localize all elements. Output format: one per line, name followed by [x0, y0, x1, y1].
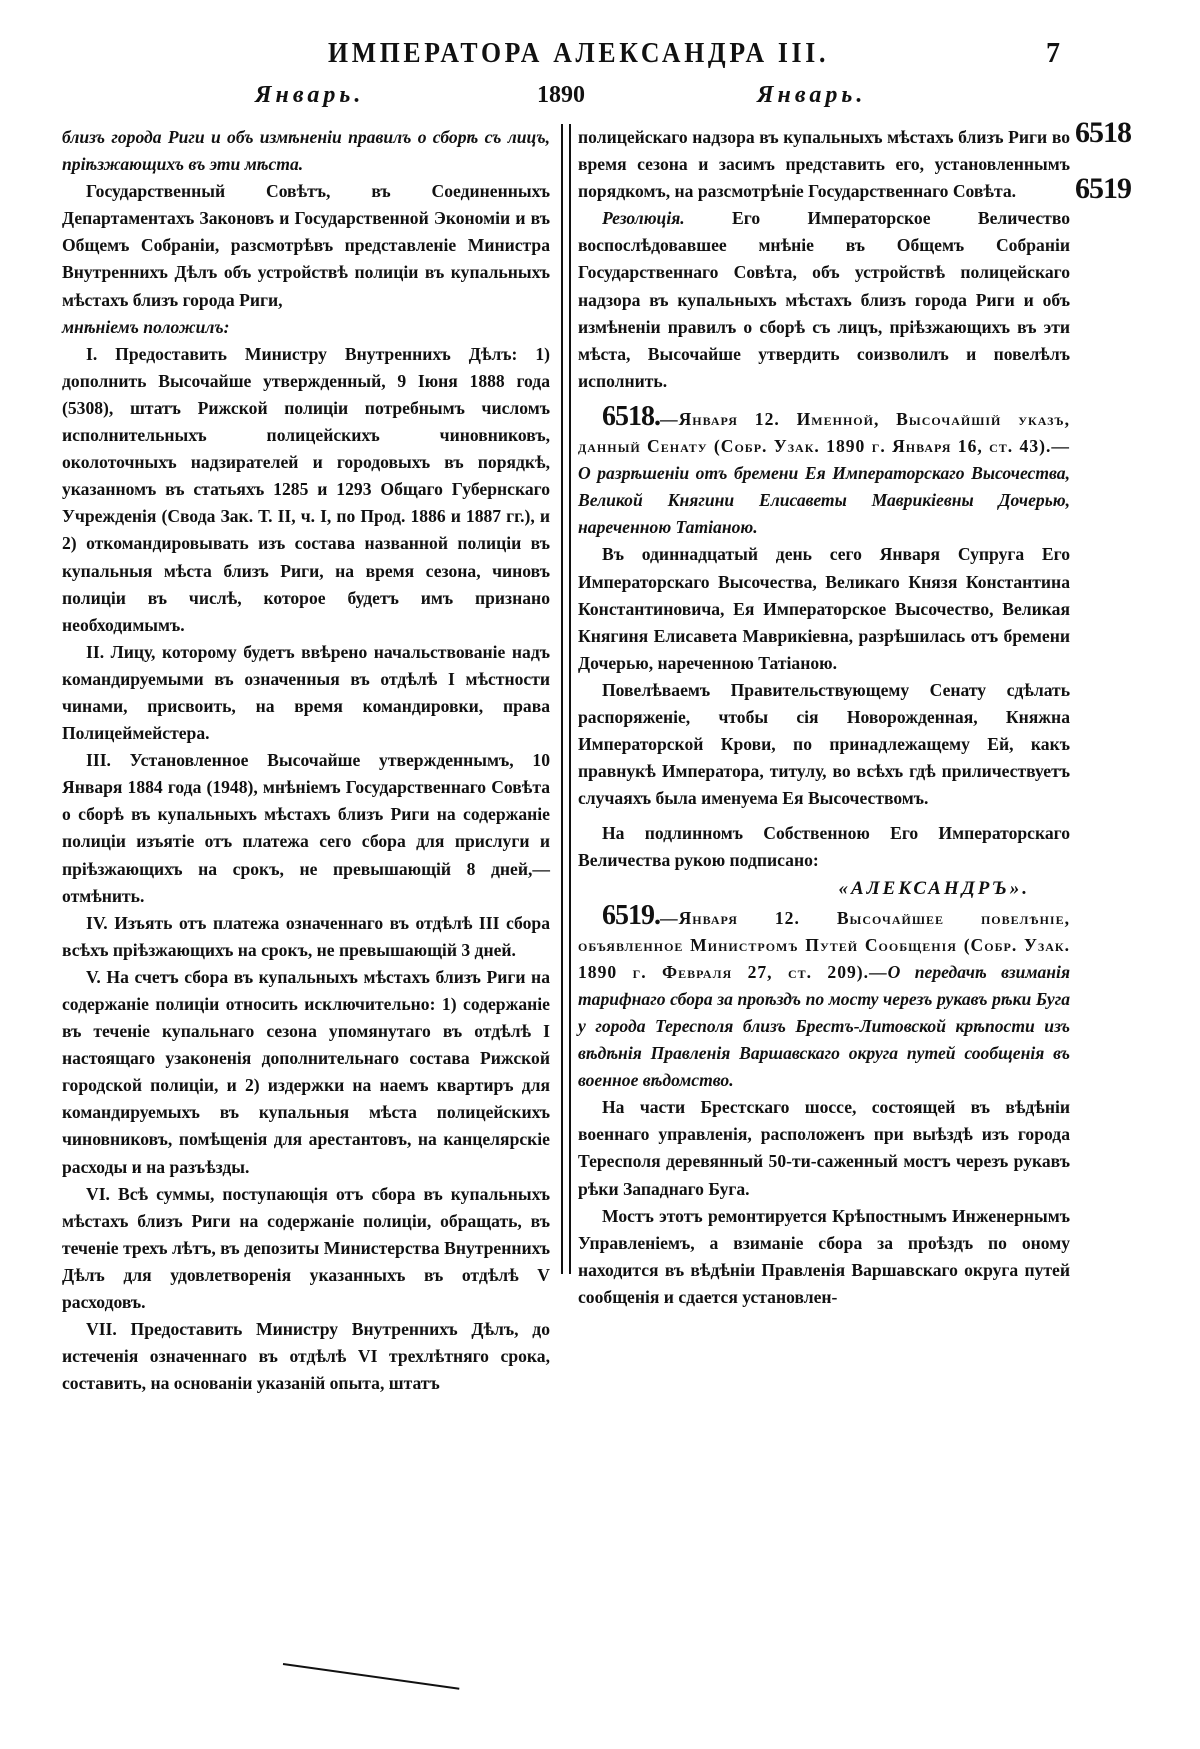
paragraph: Государственный Совѣтъ, въ Соединенныхъ Департаментахъ Законовъ и Государственной Экономіи и въ Общемъ Собраніи, разсмотрѣвъ представленіе Министра Внутреннихъ Дѣлъ объ устройствѣ полиціи въ купальныхъ мѣстахъ близъ города Риги,: [62, 181, 550, 310]
paragraph: полицейскаго надзора въ купальныхъ мѣстахъ близъ Риги во время сезона и засимъ представить его, установленнымъ порядкомъ, на разсмотрѣніе Государственнаго Совѣта.: [578, 127, 1070, 202]
left-column: [62, 124, 550, 1397]
paragraph: Въ одиннадцатый день сего Января Супруга Его Императорскаго Высочества, Великаго Князя Константина Константиновича, Ея Императорское Высочество, Великая Княгиня Елисавета Маврикіевна, разрѣшилась отъ бремени Дочерью, нареченною Татіаною.: [578, 544, 1070, 673]
paragraph: На части Брестскаго шоссе, состоящей въ вѣдѣніи военнаго управленія, расположенъ при выѣздѣ изъ города Тересполя деревянный 50-ти-саженный мостъ черезъ рукавъ рѣки Западнаго Буга.: [578, 1097, 1070, 1199]
entry-heading: —Января 12. Именной, Высочайшій указъ, данный Сенату (Собр. Узак. 1890 г. Января 16, ст. 43).—: [578, 408, 1070, 457]
right-column: [578, 124, 1070, 1311]
resolution: [578, 205, 1070, 395]
year: 1890: [537, 82, 585, 108]
entry-number: 6518.: [602, 400, 660, 432]
stray-pen-mark: [283, 1663, 460, 1690]
section-II: II. Лицу, которому будетъ ввѣрено начальствованіе надъ командируемыми въ означенныя въ отдѣлѣ I мѣстности чинами, присвоить, на время командировки, права Полицеймейстера.: [62, 641, 550, 744]
page-number: 7: [1046, 38, 1060, 69]
entry-number: 6519.: [602, 899, 660, 931]
section-VI: VI. Всѣ суммы, поступающія отъ сбора въ купальныхъ мѣстахъ близъ Риги на содержаніе полиціи, обращать, въ теченіе трехъ лѣтъ, въ депозиты Министерства Внутреннихъ Дѣлъ для удовлетворенія указанныхъ въ отдѣлѣ V расходовъ.: [62, 1183, 550, 1313]
entry-6518-heading: [578, 400, 1070, 541]
date-line: [0, 82, 1200, 116]
resolution-text: Его Императорское Величество воспослѣдовавшее мнѣніе въ Общемъ Собраніи Государственнаго Совѣта, объ устройствѣ полицейскаго надзора въ купальныхъ мѣстахъ близъ города Риги и объ измѣненіи правилъ о сборѣ съ лицъ, пріѣзжающихъ въ эти мѣста, Высочайше утвердить соизволилъ и повелѣлъ исполнить.: [578, 208, 1071, 391]
running-header: [0, 38, 1200, 78]
margin-number: 6519: [1075, 172, 1131, 205]
paragraph: Повелѣваемъ Правительствующему Сенату сдѣлать распоряженіе, чтобы сія Новорожденная, Княжна Императорской Крови, по принадлежащему Ей, какъ правнукѣ Императора, титулу, во всѣхъ гдѣ приличествуетъ случаяхъ была именуема Ея Высочествомъ.: [578, 679, 1070, 809]
section-V: V. На счетъ сбора въ купальныхъ мѣстахъ близъ Риги на содержаніе полиціи относить исключительно: 1) содержаніе въ теченіе купальнаго сезона упомянутаго въ отдѣлѣ I настоящаго узаконенія дополнительнаго состава Рижской городской полиціи, и 2) издержки на наемъ квартиръ для командируемыхъ въ купальныя мѣста полицейскихъ чиновниковъ, помѣщенія для арестантовъ, на канцелярскіе расходы и на разъѣзды.: [62, 966, 550, 1177]
page-title: ИМПЕРАТОРА АЛЕКСАНДРА III.: [328, 38, 830, 69]
margin-number: 6518: [1075, 116, 1131, 149]
entry-heading: —Января 12. Высочайшее повелѣніе, объявленное Министромъ Путей Сообщенія (Собр. Узак. 1890 г. Февраля 27, ст. 209).—: [578, 907, 1070, 982]
section-III: III. Установленное Высочайше утвержденнымъ, 10 Января 1884 года (1948), мнѣніемъ Государственнаго Совѣта о сборѣ въ купальныхъ мѣстахъ близъ Риги на содержаніе полиціи изъятіе отъ платежа сего сбора для прислуги и пріѣзжающихъ на срокъ, не превышающій 8 дней,—отмѣнить.: [62, 750, 550, 906]
resolution-label: Резолюція.: [602, 208, 685, 229]
section-IV: IV. Изъять отъ платежа означеннаго въ отдѣлѣ III сбора всѣхъ пріѣзжающихъ на срокъ, не превышающій 3 дней.: [62, 912, 550, 960]
paragraph: близъ города Риги и объ измѣненіи правилъ о сборѣ съ лицъ, пріѣзжающихъ въ эти мѣста.: [62, 127, 550, 175]
paragraph: мнѣніемъ положилъ:: [62, 316, 230, 337]
month-right: Январь.: [757, 82, 867, 108]
paragraph: На подлинномъ Собственною Его Императорскаго Величества рукою подписано:: [578, 823, 1070, 871]
entry-summary: О передачѣ взиманія тарифнаго сбора за проѣздъ по мосту черезъ рукавъ рѣки Буга у города Тересполя близъ Брестъ-Литовской крѣпости изъ вѣдѣнія Правленія Варшавскаго округа путей сообщенія въ военное вѣдомство.: [578, 961, 1071, 1091]
signature: «АЛЕКСАНДРЪ».: [838, 877, 1030, 899]
paragraph: Мостъ этотъ ремонтируется Крѣпостнымъ Инженернымъ Управленіемъ, а взиманіе сбора за проѣздъ по оному находится въ вѣдѣніи Правленія Варшавскаго округа путей сообщенія и сдается установлен-: [578, 1205, 1070, 1307]
entry-6519-heading: [578, 899, 1071, 1095]
month-left: Январь.: [255, 82, 365, 108]
section-I: I. Предоставить Министру Внутреннихъ Дѣлъ: 1) дополнить Высочайше утвержденный, 9 Іюня 1888 года (5308), штатъ Рижской полиціи потребнымъ числомъ исполнительныхъ полицейскихъ чиновниковъ, околоточныхъ надзирателей и городовыхъ въ порядкѣ, указанномъ въ статьяхъ 1285 и 1293 Общаго Губернскаго Учрежденія (Свода Зак. Т. II, ч. I, по Прод. 1886 и 1887 гг.), и 2) откомандировывать изъ состава названной полиціи въ купальныя мѣста близъ Риги, на время сезона, чиновъ полиціи въ числѣ, которое будетъ имъ признано необходимымъ.: [62, 343, 550, 635]
section-VII: VII. Предоставить Министру Внутреннихъ Дѣлъ, до истеченія означеннаго въ отдѣлѣ VI трехлѣтняго срока, составить, на основаніи указаній опыта, штатъ: [62, 1319, 550, 1394]
column-divider: [561, 124, 571, 1274]
entry-summary: О разрѣшеніи отъ бремени Ея Императорскаго Высочества, Великой Княгини Елисаветы Маврикіевны Дочерью, нареченною Татіаною.: [578, 463, 1070, 538]
